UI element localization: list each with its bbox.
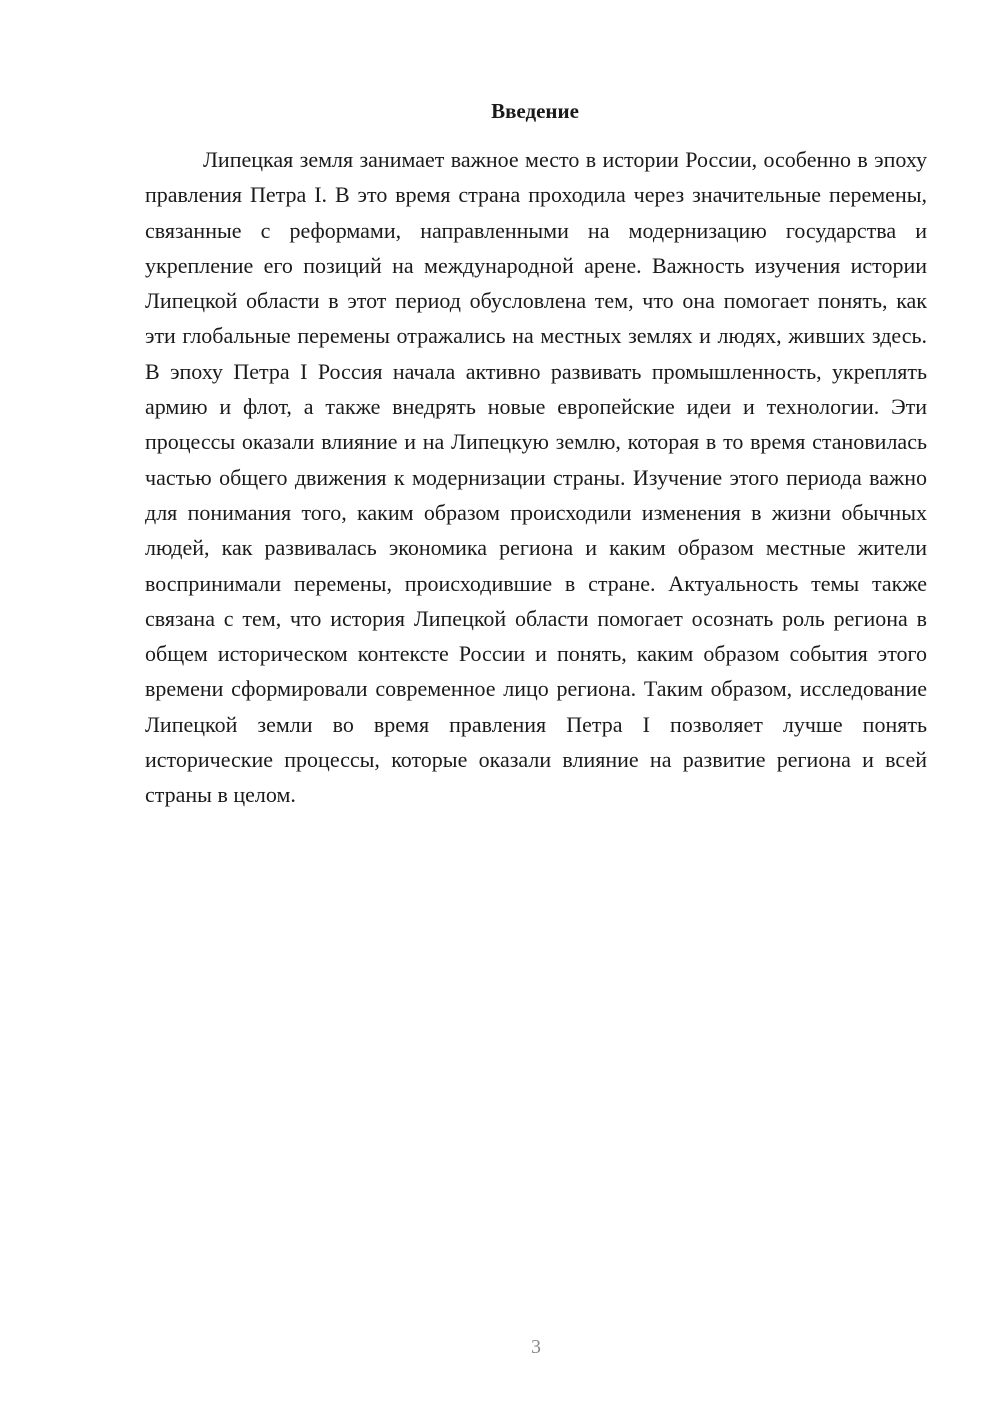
section-heading: Введение [491, 99, 579, 123]
introduction-paragraph [145, 142, 927, 813]
page-number: 3 [531, 1336, 541, 1358]
paragraph-text: Липецкая земля занимает важное место в истории России, особенно в эпоху правления Петра I. В это время страна проходила через значительные перемены, связанные с реформами, направленными на модернизацию государства и укрепление его позиций на международной арене. Важность изучения истории Липецкой области в этот период обусловлена тем, что она помогает понять, как эти глобальные перемены отражались на местных землях и людях, живших здесь. В эпоху Петра I Россия начала активно развивать промышленность, укреплять армию и флот, а также внедрять новые европейские идеи и технологии. Эти процессы оказали влияние и на Липецкую землю, которая в то время становилась частью общего движения к модернизации страны. Изучение этого периода важно для понимания того, каким образом происходили изменения в жизни обычных людей, как развивалась экономика региона и каким образом местные жители воспринимали перемены, происходившие в стране. Актуальность темы также связана с тем, что история Липецкой области помогает осознать роль региона в общем историческом контексте России и понять, каким образом события этого времени сформировали современное лицо региона. Таким образом, исследование Липецкой земли во время правления Петра I позволяет лучше понять исторические процессы, которые оказали влияние на развитие региона и всей страны в целом. [145, 147, 927, 808]
